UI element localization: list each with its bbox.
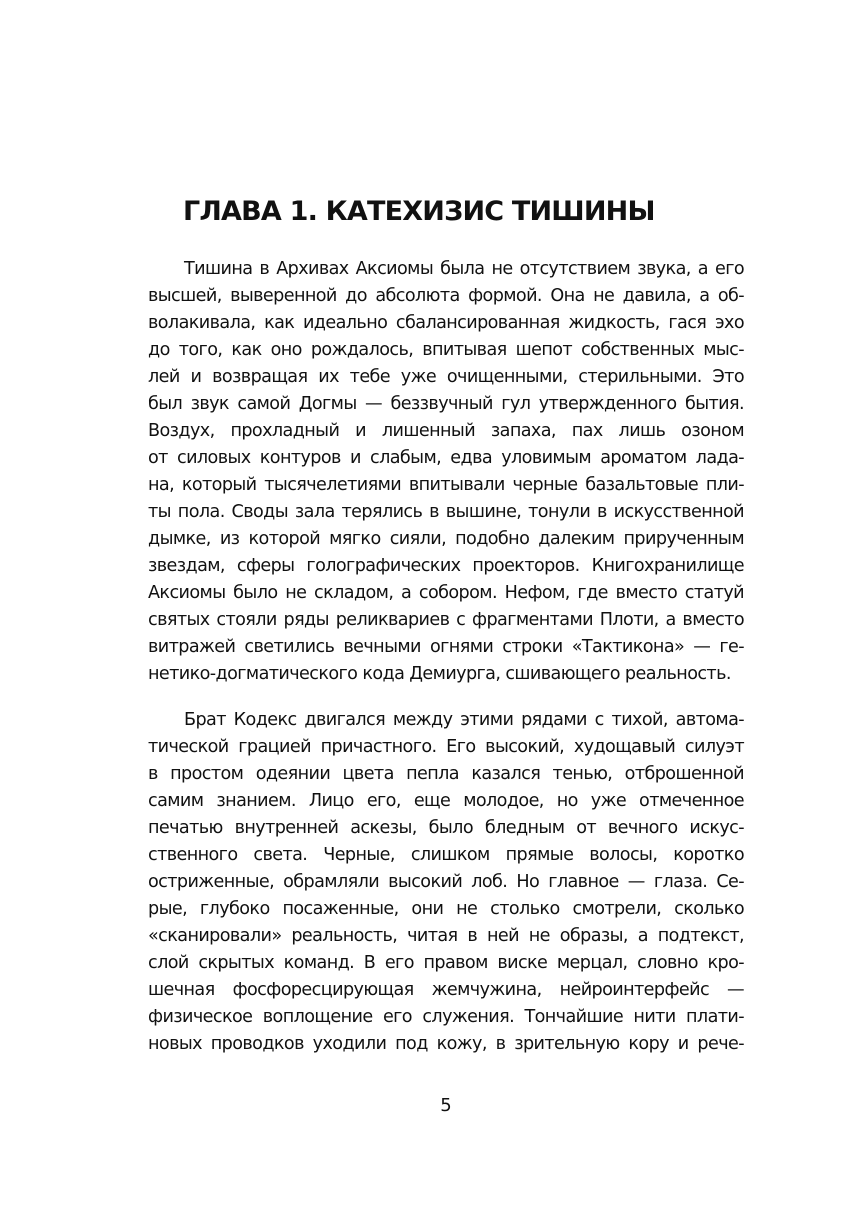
text-line: волакивала, как идеально сбалансированная жидкость, гася эхо	[148, 313, 744, 333]
text-line: ственного света. Черные, слишком прямые волосы, коротко	[148, 845, 744, 865]
text-line: самим знанием. Лицо его, еще молодое, но уже отмеченное	[148, 791, 744, 811]
text-line: святых стояли ряды реликвариев с фрагментами Плоти, а вместо	[148, 610, 744, 630]
text-line: шечная фосфоресцирующая жемчужина, нейроинтерфейс —	[148, 980, 744, 1000]
text-line: в простом одеянии цвета пепла казался тенью, отброшенной	[148, 764, 744, 784]
text-line: высшей, выверенной до абсолюта формой. Она не давила, а об-	[148, 286, 744, 306]
paragraph-2	[148, 707, 744, 1058]
text-line: Воздух, прохладный и лишенный запаха, пах лишь озоном	[148, 421, 744, 441]
text-line: Тишина в Архивах Аксиомы была не отсутствием звука, а его	[184, 259, 744, 279]
text-line: был звук самой Догмы — беззвучный гул утвержденного бытия.	[148, 394, 744, 414]
text-line: новых проводков уходили под кожу, в зрительную кору и рече-	[148, 1034, 744, 1054]
text-line: звездам, сферы голографических проекторов. Книгохранилище	[148, 556, 744, 576]
text-line: тической грацией причастного. Его высокий, худощавый силуэт	[148, 737, 744, 757]
text-line: лей и возвращая их тебе уже очищенными, стерильными. Это	[148, 367, 744, 387]
paragraph-1	[148, 256, 744, 688]
text-line: нетико-догматического кода Демиурга, сшивающего реальность.	[148, 664, 731, 684]
text-line: рые, глубоко посаженные, они не столько смотрели, сколько	[148, 899, 744, 919]
text-line: на, который тысячелетиями впитывали черные базальтовые пли-	[148, 475, 744, 495]
chapter-title: ГЛАВА 1. КАТЕХИЗИС ТИШИНЫ	[183, 196, 655, 227]
text-line: физическое воплощение его служения. Тончайшие нити плати-	[148, 1007, 744, 1027]
text-line: от силовых контуров и слабым, едва уловимым ароматом лада-	[148, 448, 744, 468]
text-line: «сканировали» реальность, читая в ней не образы, а подтекст,	[148, 926, 744, 946]
text-line: слой скрытых команд. В его правом виске мерцал, словно кро-	[148, 953, 744, 973]
text-line: остриженные, обрамляли высокий лоб. Но главное — глаза. Се-	[148, 872, 744, 892]
text-line: Аксиомы было не складом, а собором. Нефом, где вместо статуй	[148, 583, 744, 603]
text-line: до того, как оно рождалось, впитывая шепот собственных мыс-	[148, 340, 744, 360]
text-line: витражей светились вечными огнями строки «Тактикона» — ге-	[148, 637, 744, 657]
text-line: Брат Кодекс двигался между этими рядами с тихой, автома-	[184, 710, 744, 730]
text-line: дымке, из которой мягко сияли, подобно далеким прирученным	[148, 529, 744, 549]
page-number: 5	[440, 1095, 452, 1116]
text-line: ты пола. Своды зала терялись в вышине, тонули в искусственной	[148, 502, 744, 522]
text-line: печатью внутренней аскезы, было бледным от вечного искус-	[148, 818, 744, 838]
